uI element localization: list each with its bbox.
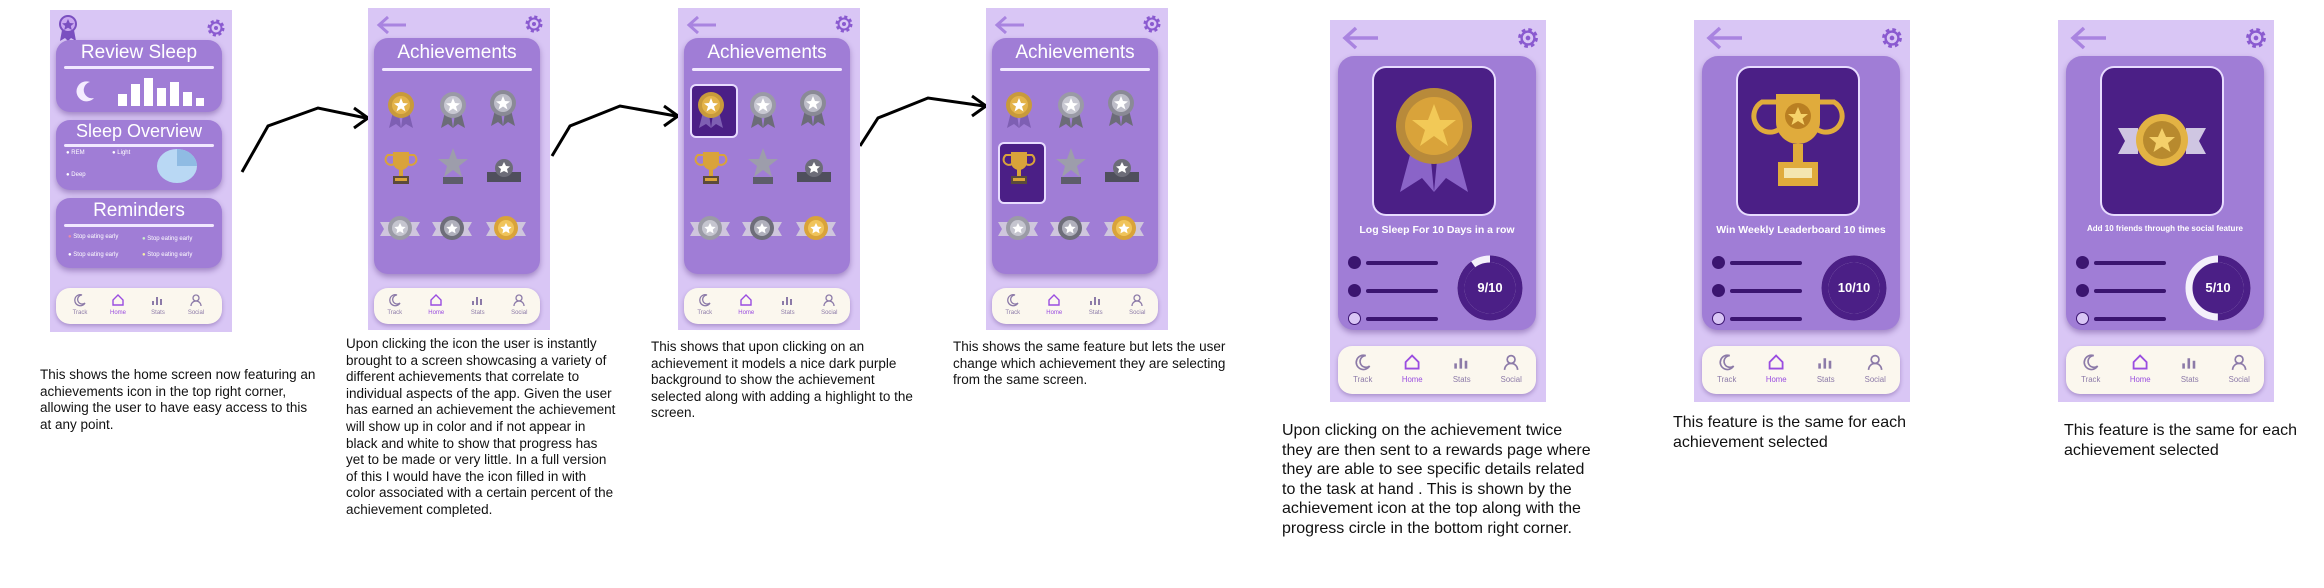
bottom-nav <box>992 288 1158 324</box>
legend-deep: ● Deep <box>66 172 86 178</box>
gold-badge-icon[interactable] <box>796 214 836 247</box>
nav-stats[interactable]: Stats <box>2165 346 2215 394</box>
home-icon <box>1767 353 1785 371</box>
reminder-item: ● Stop eating early <box>68 234 119 240</box>
achievements-title: Achievements <box>397 42 517 63</box>
achievements-screen-selected <box>678 8 860 330</box>
nav-home[interactable]: Home <box>726 288 768 324</box>
nav-home[interactable]: Home <box>1034 288 1076 324</box>
nav-home[interactable]: Home <box>100 288 136 324</box>
reward-achievement-icon <box>2112 80 2212 205</box>
bottom-nav <box>1338 346 1536 394</box>
checklist-bullet <box>1712 256 1725 269</box>
nav-stats[interactable]: Stats <box>767 288 809 324</box>
home-icon <box>1403 353 1421 371</box>
reward-panel <box>2066 56 2264 330</box>
silver-medal-icon[interactable] <box>1104 88 1138 133</box>
stats-icon <box>471 293 485 307</box>
review-sleep-panel[interactable] <box>56 40 222 112</box>
nav-social[interactable]: Social <box>809 288 851 324</box>
reward-panel <box>1702 56 1900 330</box>
divider <box>64 144 214 147</box>
silver-badge-icon[interactable] <box>690 214 730 247</box>
nav-social[interactable]: Social <box>1851 346 1901 394</box>
reward-title: Add 10 friends through the social feature <box>2086 224 2244 233</box>
stats-icon <box>2181 353 2199 371</box>
silver-medal-icon[interactable] <box>1054 90 1088 135</box>
silver-badge-icon[interactable] <box>742 214 782 247</box>
gold-medal-icon[interactable] <box>694 90 728 135</box>
review-sleep-title: Review Sleep <box>80 42 198 63</box>
checklist-line <box>1730 261 1802 265</box>
achievement-grid <box>992 38 1158 274</box>
checklist-line <box>1366 261 1438 265</box>
reward-title: Win Weekly Leaderboard 10 times <box>1716 224 1886 236</box>
reward-icon-box <box>1374 68 1494 214</box>
home-icon <box>1047 293 1061 307</box>
settings-gear-icon[interactable] <box>522 12 546 36</box>
person-icon <box>1502 353 1520 371</box>
silver-badge-icon[interactable] <box>432 214 472 247</box>
moon-icon <box>1718 353 1736 371</box>
plaque-icon[interactable] <box>1102 150 1142 195</box>
nav-track[interactable]: Track <box>1338 346 1388 394</box>
reward-achievement-icon <box>1384 80 1484 205</box>
nav-track[interactable]: Track <box>992 288 1034 324</box>
checklist-bullet <box>1348 256 1361 269</box>
silver-medal-icon[interactable] <box>436 90 470 135</box>
moon-icon <box>1354 353 1372 371</box>
reward-screen <box>1694 20 1910 402</box>
moon-icon <box>72 78 98 104</box>
back-arrow-icon[interactable] <box>1338 24 1380 52</box>
checklist-line <box>2094 317 2166 321</box>
achievements-title: Achievements <box>1015 42 1135 63</box>
home-screen <box>50 10 232 332</box>
settings-gear-icon[interactable] <box>204 16 228 40</box>
sleep-bar-chart-icon <box>116 74 206 106</box>
nav-track[interactable]: Track <box>1702 346 1752 394</box>
home-icon <box>429 293 443 307</box>
stats-icon <box>1817 353 1835 371</box>
person-icon <box>189 293 203 307</box>
nav-stats[interactable]: Stats <box>1801 346 1851 394</box>
star-trophy-icon[interactable] <box>746 146 780 191</box>
moon-icon <box>388 293 402 307</box>
checklist-bullet <box>2076 256 2089 269</box>
progress-text: 5/10 <box>2205 280 2231 295</box>
reward-icon-box <box>1738 68 1858 214</box>
divider <box>64 224 214 227</box>
silver-medal-icon[interactable] <box>746 90 780 135</box>
nav-stats[interactable]: Stats <box>140 288 176 324</box>
caption: This shows the home screen now featuring an achievements icon in the top right corner, allowing the user to have easy access to this at any point. <box>40 367 316 432</box>
nav-track[interactable]: Track <box>62 288 98 324</box>
nav-home[interactable]: Home <box>1752 346 1802 394</box>
checklist-line <box>1730 289 1802 293</box>
reward-title: Log Sleep For 10 Days in a row <box>1359 224 1515 236</box>
checklist-line <box>1730 317 1802 321</box>
checklist-line <box>1366 289 1438 293</box>
achievements-screen-selected-alt <box>986 8 1168 330</box>
nav-social[interactable]: Social <box>499 288 541 324</box>
caption: Upon clicking the icon the user is instantly brought to a screen showcasing a variety of different achievements that correlate to individual aspects of the app. Given the user has earned an achievement the achievement will show up in color and if not appear in black and white to show that progress has yet to be made or very little. In a full version of this I would have the icon filled in with color associated with a certain percent of the achievement completed. <box>346 336 616 517</box>
nav-home[interactable]: Home <box>2116 346 2166 394</box>
moon-icon <box>698 293 712 307</box>
flow-arrow <box>548 98 684 162</box>
bottom-nav <box>2066 346 2264 394</box>
achievement-grid <box>374 38 540 274</box>
gold-trophy-icon[interactable] <box>384 148 418 193</box>
person-icon <box>1866 353 1884 371</box>
star-trophy-icon[interactable] <box>436 146 470 191</box>
person-icon <box>512 293 526 307</box>
star-trophy-icon[interactable] <box>1054 146 1088 191</box>
checklist-line <box>2094 289 2166 293</box>
reminder-item: ● Stop eating early <box>68 252 119 258</box>
achievements-title: Achievements <box>707 42 827 63</box>
reward-achievement-icon <box>1748 80 1848 205</box>
settings-gear-icon[interactable] <box>832 12 856 36</box>
person-icon <box>1130 293 1144 307</box>
home-icon <box>2131 353 2149 371</box>
legend-rem: ● REM <box>66 150 85 156</box>
reward-icon-box <box>2102 68 2222 214</box>
back-arrow-icon[interactable] <box>684 14 718 36</box>
sleep-pie-chart <box>156 148 198 184</box>
checklist-bullet <box>1712 284 1725 297</box>
gold-trophy-icon[interactable] <box>1002 148 1036 193</box>
moon-icon <box>73 293 87 307</box>
bottom-nav <box>1702 346 1900 394</box>
gold-medal-icon[interactable] <box>1002 90 1036 135</box>
reminder-item: ● Stop eating early <box>142 252 193 258</box>
nav-social[interactable]: Social <box>178 288 214 324</box>
gold-medal-icon[interactable] <box>384 90 418 135</box>
nav-social[interactable]: Social <box>1487 346 1537 394</box>
flow-arrow <box>238 98 374 178</box>
nav-home[interactable]: Home <box>1388 346 1438 394</box>
achievement-icon[interactable] <box>56 14 80 42</box>
silver-badge-icon[interactable] <box>998 214 1038 247</box>
silver-badge-icon[interactable] <box>1050 214 1090 247</box>
nav-track[interactable]: Track <box>374 288 416 324</box>
checklist-bullet <box>1712 312 1725 325</box>
divider <box>64 66 214 69</box>
checklist-line <box>1366 317 1438 321</box>
back-arrow-icon[interactable] <box>2066 24 2108 52</box>
bottom-nav <box>56 288 222 324</box>
flow-arrow <box>856 92 992 152</box>
settings-gear-icon[interactable] <box>1878 24 1906 52</box>
checklist-bullet <box>1348 312 1361 325</box>
gold-trophy-icon[interactable] <box>694 148 728 193</box>
nav-stats[interactable]: Stats <box>457 288 499 324</box>
nav-home[interactable]: Home <box>416 288 458 324</box>
person-icon <box>2230 353 2248 371</box>
reward-screen <box>1330 20 1546 402</box>
achievement-grid <box>684 38 850 274</box>
nav-track[interactable]: Track <box>2066 346 2116 394</box>
reminder-item: ● Stop eating early <box>142 236 193 242</box>
checklist-bullet <box>1348 284 1361 297</box>
silver-medal-icon[interactable] <box>486 88 520 133</box>
stats-icon <box>781 293 795 307</box>
settings-gear-icon[interactable] <box>2242 24 2270 52</box>
moon-icon <box>2082 353 2100 371</box>
back-arrow-icon[interactable] <box>1702 24 1744 52</box>
reward-screen <box>2058 20 2274 402</box>
home-icon <box>111 293 125 307</box>
silver-medal-icon[interactable] <box>796 88 830 133</box>
stats-icon <box>151 293 165 307</box>
back-arrow-icon[interactable] <box>374 14 408 36</box>
gold-badge-icon[interactable] <box>1104 214 1144 247</box>
reminders-title: Reminders <box>93 200 185 221</box>
sleep-overview-title: Sleep Overview <box>75 121 203 141</box>
person-icon <box>822 293 836 307</box>
sleep-overview-panel[interactable] <box>56 120 222 190</box>
achievements-screen <box>368 8 550 330</box>
caption: This shows the same feature but lets the user change which achievement they are selecting from the same screen. <box>953 339 1226 388</box>
bottom-nav <box>374 288 540 324</box>
checklist-bullet <box>2076 312 2089 325</box>
nav-stats[interactable]: Stats <box>1075 288 1117 324</box>
nav-track[interactable]: Track <box>684 288 726 324</box>
stats-icon <box>1089 293 1103 307</box>
moon-icon <box>1006 293 1020 307</box>
gold-badge-icon[interactable] <box>486 214 526 247</box>
bottom-nav <box>684 288 850 324</box>
reward-panel <box>1338 56 1536 330</box>
plaque-icon[interactable] <box>794 150 834 195</box>
stats-icon <box>1453 353 1471 371</box>
back-arrow-icon[interactable] <box>992 14 1026 36</box>
checklist-line <box>2094 261 2166 265</box>
caption: This feature is the same for each achievement selected <box>2064 422 2297 459</box>
progress-text: 9/10 <box>1477 280 1503 295</box>
checklist-bullet <box>2076 284 2089 297</box>
caption: This feature is the same for each achievement selected <box>1673 414 1906 451</box>
nav-stats[interactable]: Stats <box>1437 346 1487 394</box>
nav-social[interactable]: Social <box>2215 346 2265 394</box>
caption: This shows that upon clicking on an achievement it models a nice dark purple background to show the achievement selected along with adding a highlight to the screen. <box>651 339 913 421</box>
plaque-icon[interactable] <box>484 150 524 195</box>
progress-text: 10/10 <box>1837 280 1871 295</box>
settings-gear-icon[interactable] <box>1140 12 1164 36</box>
legend-light: ● Light <box>112 150 131 156</box>
reminders-panel[interactable] <box>56 198 222 268</box>
caption: Upon clicking on the achievement twice they are then sent to a rewards page where they are able to see specific details related to the task at hand . This is shown by the achievement icon at the top along with the progress circle in the bottom right corner. <box>1282 422 1591 537</box>
settings-gear-icon[interactable] <box>1514 24 1542 52</box>
nav-social[interactable]: Social <box>1117 288 1159 324</box>
home-icon <box>739 293 753 307</box>
silver-badge-icon[interactable] <box>380 214 420 247</box>
